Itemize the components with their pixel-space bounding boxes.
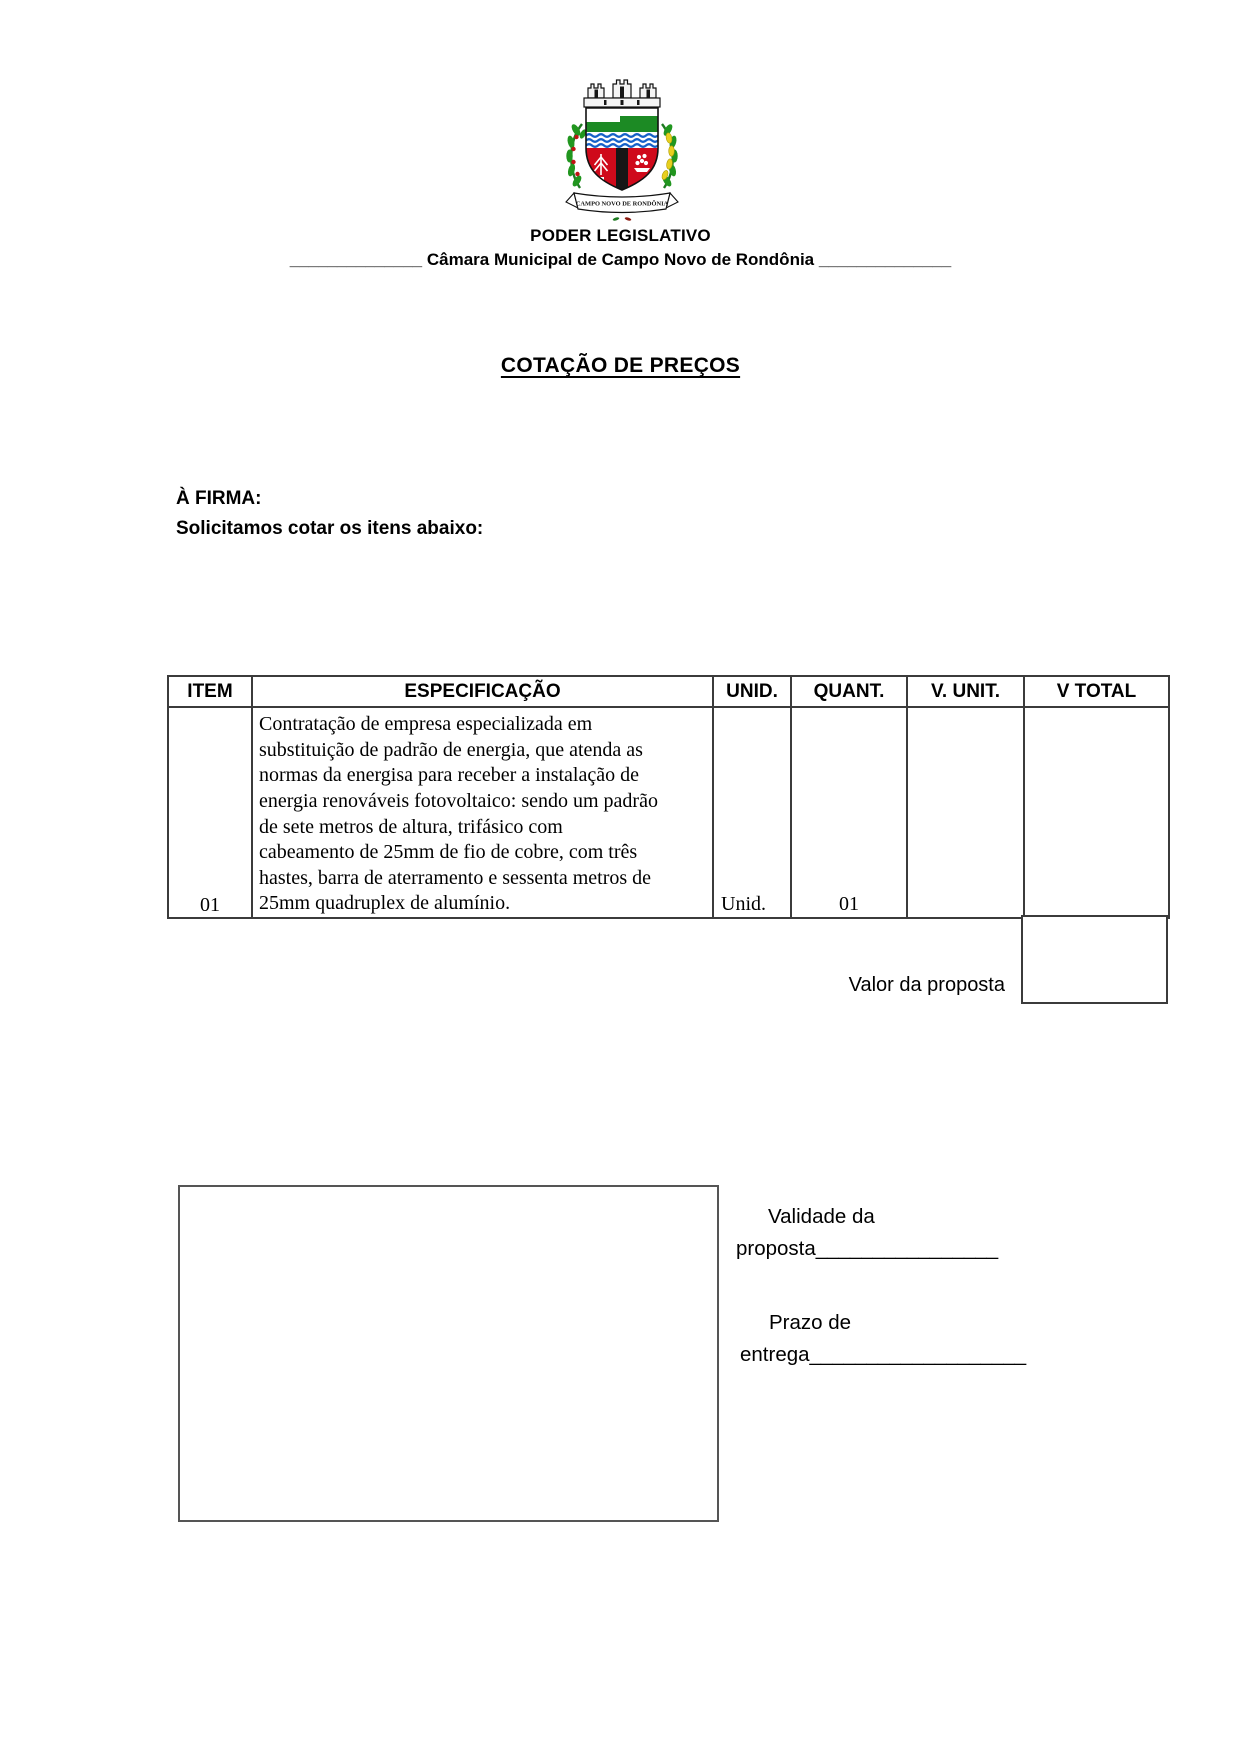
proposal-value-box[interactable] — [1021, 915, 1168, 1004]
org-subtitle: ______________ Câmara Municipal de Campo Novo de Rondônia ______________ — [289, 250, 952, 269]
banner-ribbon — [566, 193, 678, 221]
request-text: Solicitamos cotar os itens abaixo: — [176, 518, 484, 539]
delivery-label-line1: Prazo de — [769, 1311, 852, 1334]
banner-text: CAMPO NOVO DE RONDÔNIA — [575, 200, 669, 208]
column-header-unit: UNID. — [713, 676, 791, 707]
table-row — [168, 707, 1169, 918]
quotation-table — [167, 675, 1170, 919]
delivery-blank-line2: entrega___________________ — [740, 1343, 1027, 1366]
unit-cell: Unid. — [713, 707, 791, 918]
spec-line: normas da energisa para receber a instalação de — [259, 764, 639, 787]
item-cell: 01 — [168, 707, 252, 918]
validity-label-line1: Validade da — [768, 1205, 875, 1228]
spec-line: 25mm quadruplex de alumínio. — [259, 892, 511, 915]
spec-line: de sete metros de altura, trifásico com — [259, 815, 563, 838]
v-total-cell — [1024, 707, 1169, 918]
spec-line: Contratação de empresa especializada em — [259, 713, 593, 736]
spec-line: energia renováveis fotovoltaico: sendo um padrão — [259, 790, 658, 813]
spec-cell — [252, 707, 713, 918]
right-branch-icon — [661, 123, 678, 188]
spec-line: cabeamento de 25mm de fio de cobre, com três — [259, 841, 638, 864]
column-header-spec: ESPECIFICAÇÃO — [252, 676, 713, 707]
column-header-item: ITEM — [168, 676, 252, 707]
shield-icon — [586, 108, 658, 192]
page-title: COTAÇÃO DE PREÇOS — [500, 354, 741, 377]
column-header-v-unit: V. UNIT. — [907, 676, 1024, 707]
spec-line: hastes, barra de aterramento e sessenta metros de — [259, 866, 652, 889]
left-branch-icon — [566, 123, 587, 188]
org-name: PODER LEGISLATIVO — [530, 226, 711, 245]
spec-line: substituição de padrão de energia, que atenda as — [259, 738, 643, 761]
column-header-v-total: V TOTAL — [1024, 676, 1169, 707]
table-header-row — [168, 676, 1169, 707]
v-unit-cell — [907, 707, 1024, 918]
quant-cell: 01 — [791, 707, 907, 918]
proposal-value-label: Valor da proposta — [848, 974, 1005, 996]
notes-box[interactable] — [178, 1185, 719, 1522]
column-header-quant: QUANT. — [791, 676, 907, 707]
validity-blank-line2: proposta________________ — [736, 1237, 999, 1260]
addressee-label: À FIRMA: — [176, 488, 262, 509]
coat-of-arms-icon — [556, 76, 688, 226]
